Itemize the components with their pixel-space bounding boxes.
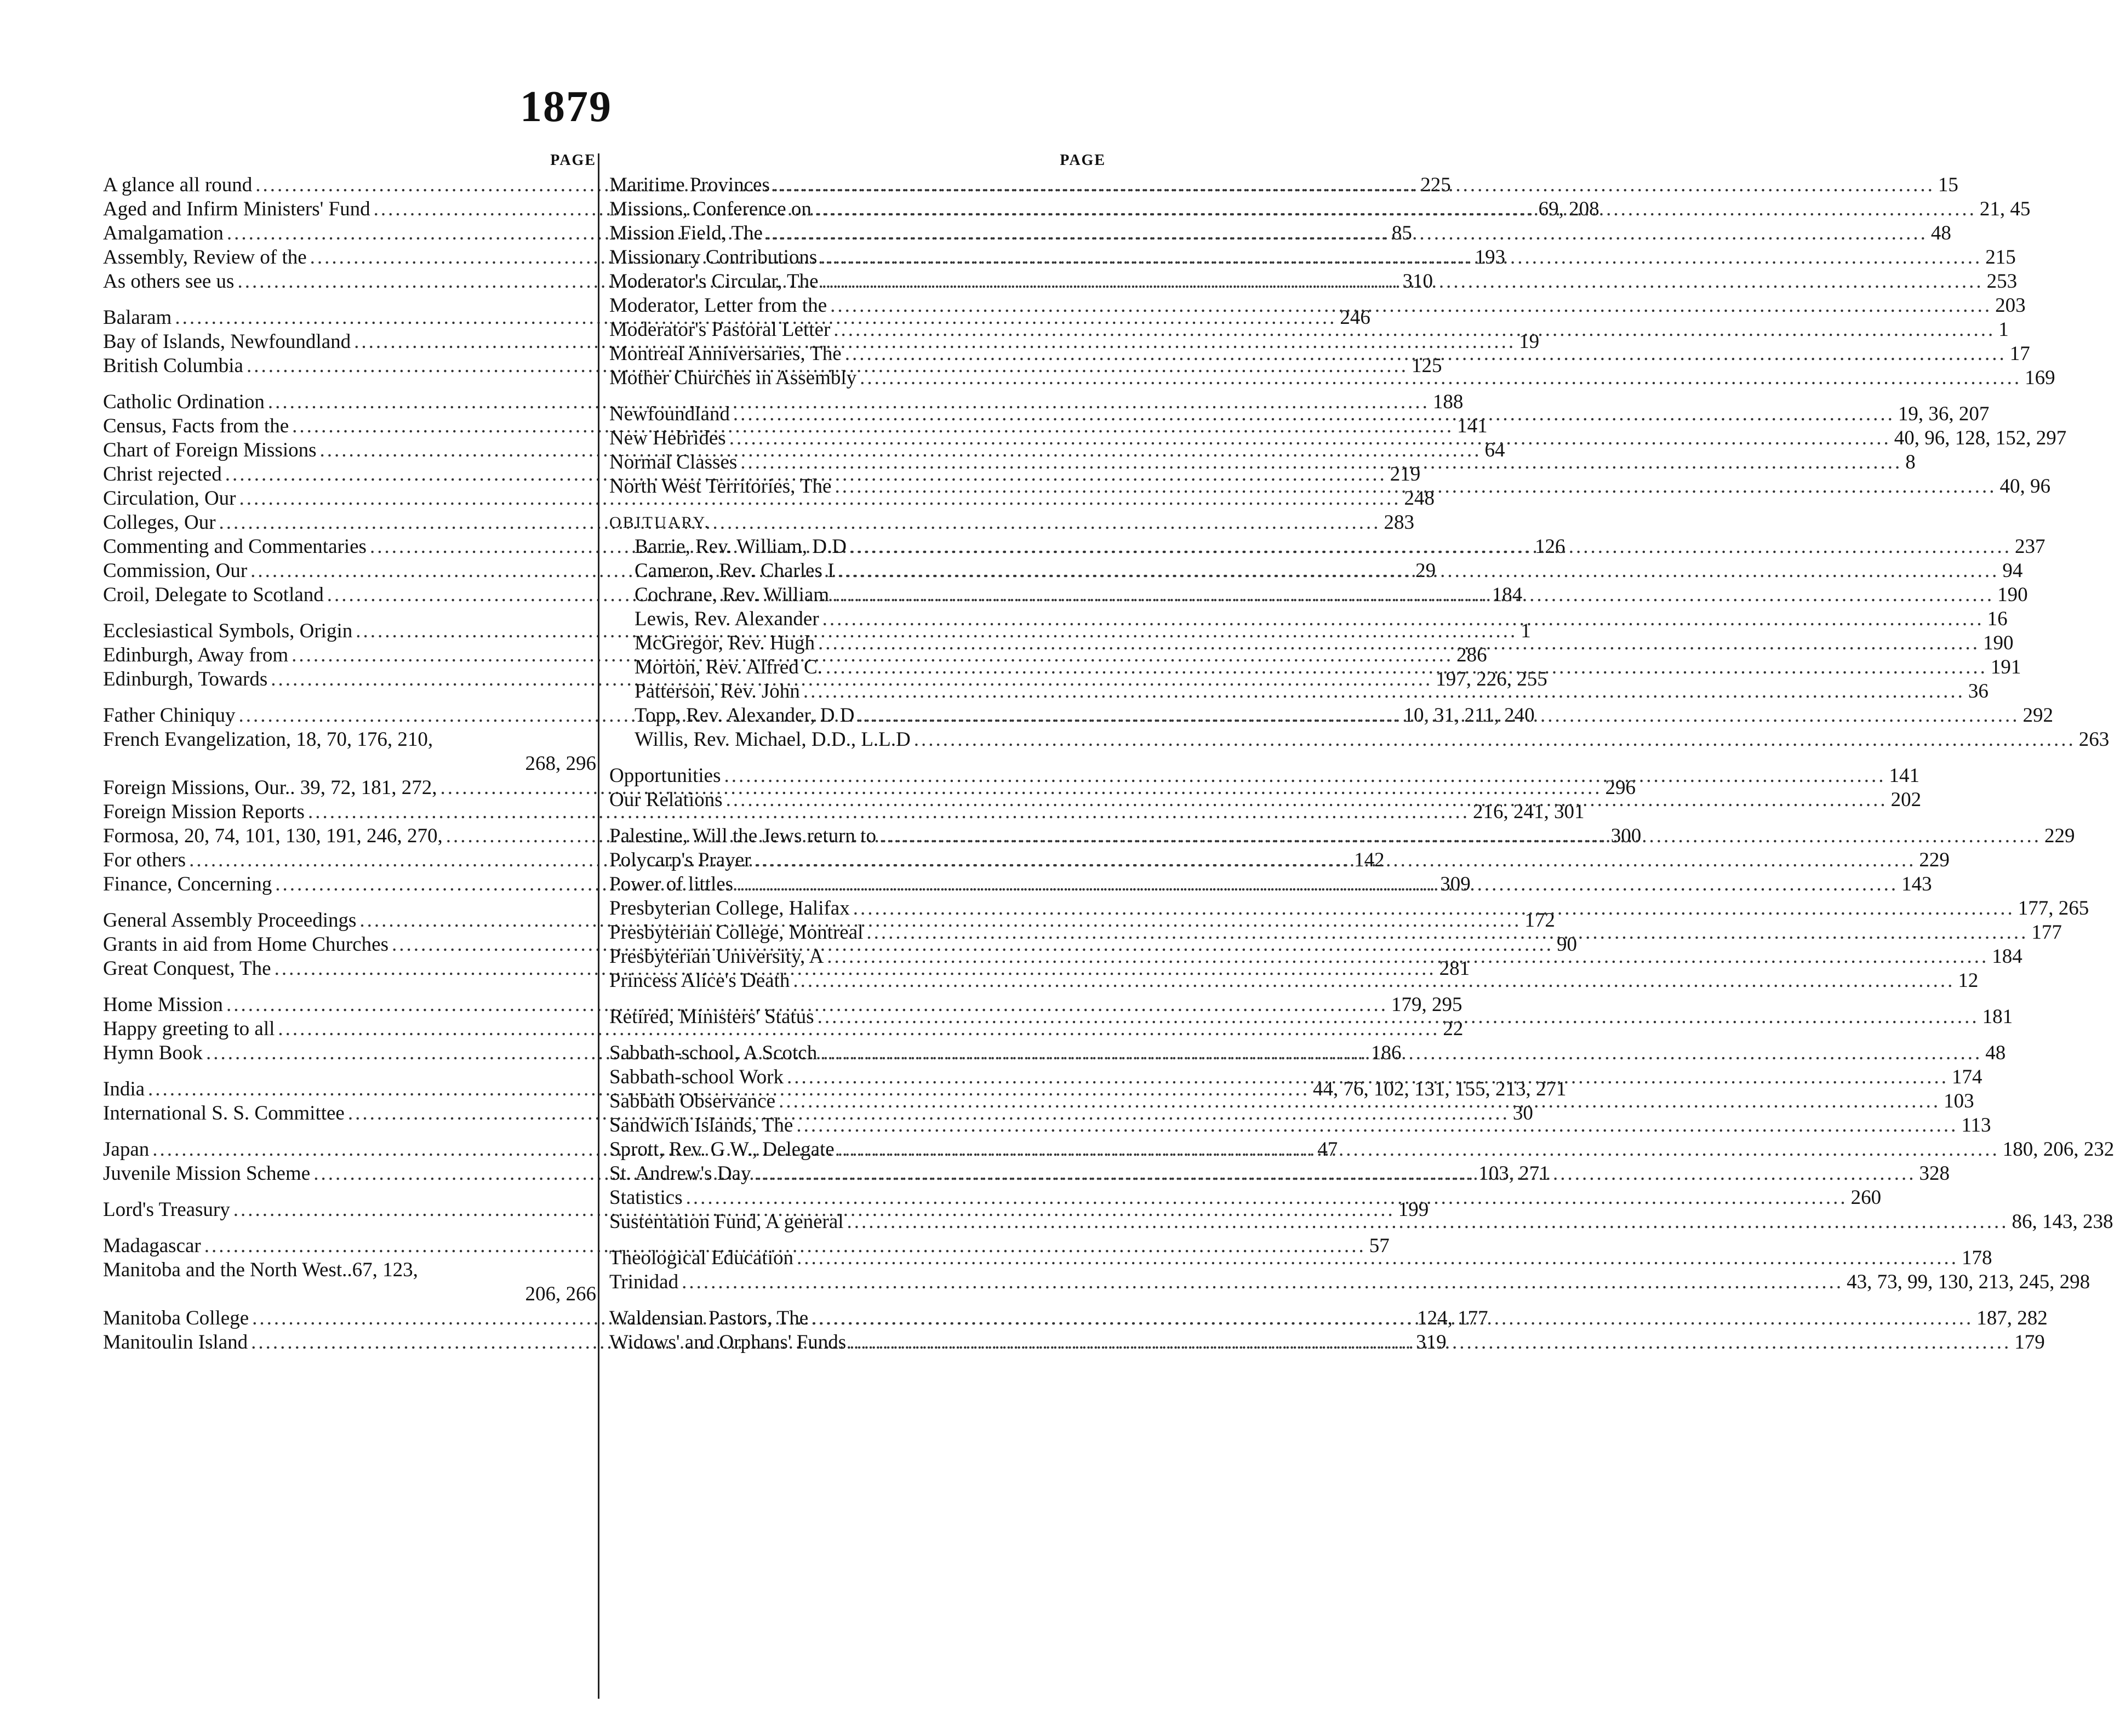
- entry-title: Assembly, Review of the: [103, 246, 307, 269]
- dot-leader: [820, 245, 1982, 270]
- entry-pages: 103, 271: [1478, 1162, 1550, 1185]
- entry-pages: 90: [1556, 933, 1577, 956]
- entry-pages: 281: [1439, 957, 1470, 980]
- entry-pages: 300: [1610, 825, 1642, 847]
- index-entry: [103, 487, 1435, 511]
- entry-title: Chart of Foreign Missions: [103, 439, 317, 461]
- entry-pages: 64: [1484, 439, 1505, 461]
- entry-title: Presbyterian College, Montreal: [609, 921, 864, 944]
- entry-pages: 309: [1440, 873, 1471, 895]
- entry-title: Manitoba and the North West..67, 123,: [103, 1259, 418, 1281]
- entry-pages: 229: [2044, 825, 2075, 847]
- entry-pages: 202: [1890, 789, 1922, 811]
- dot-leader: [853, 896, 2015, 921]
- section-gap: [103, 981, 596, 993]
- entry-title: Juvenile Mission Scheme: [103, 1162, 311, 1185]
- entry-title: Retired, Ministers' Status: [609, 1006, 814, 1028]
- entry-pages: 177: [2031, 921, 2062, 944]
- index-entry: [103, 728, 596, 752]
- entry-pages-continued: 268, 296: [525, 752, 596, 775]
- entry-title: Topp, Rev. Alexander, D D: [635, 704, 855, 727]
- entry-title: Balaram: [103, 306, 172, 329]
- entry-title: Waldensian Pastors, The: [609, 1307, 809, 1329]
- page-column-heading: PAGE: [1060, 152, 1106, 169]
- dot-leader: [818, 631, 1980, 655]
- entry-title: Statistics: [609, 1186, 683, 1209]
- entry-title: Home Mission: [103, 993, 223, 1016]
- entry-title: Foreign Mission Reports: [103, 801, 305, 823]
- entry-title: Grants in aid from Home Churches: [103, 933, 388, 956]
- section-gap: [103, 378, 596, 390]
- entry-pages: 179, 295: [1391, 993, 1462, 1016]
- entry-title: Hymn Book: [103, 1042, 203, 1064]
- dot-leader: [879, 824, 2041, 848]
- entry-title: India: [103, 1078, 145, 1100]
- dot-leader: [822, 607, 1984, 631]
- entry-title: Sustentation Fund, A general: [609, 1210, 844, 1233]
- dot-leader: [754, 848, 1916, 872]
- entry-title: Formosa, 20, 74, 101, 130, 191, 246, 270,: [103, 825, 443, 847]
- entry-pages: 203: [1995, 294, 2026, 317]
- entry-pages: 260: [1850, 1186, 1882, 1209]
- entry-pages: 319: [1416, 1331, 1447, 1354]
- entry-pages: 177, 265: [2018, 897, 2089, 920]
- entry-title: Mission Field, The: [609, 222, 763, 244]
- dot-leader: [830, 294, 1992, 318]
- section-gap: [609, 1234, 1106, 1246]
- entry-pages: 143: [1901, 873, 1932, 895]
- dot-leader: [736, 872, 1898, 896]
- entry-pages: 199: [1398, 1198, 1429, 1221]
- entry-title: Circulation, Our: [103, 487, 236, 510]
- entry-pages: 29: [1415, 559, 1436, 582]
- entry-pages: 15: [1938, 174, 1958, 196]
- entry-pages: 19, 36, 207: [1898, 403, 1990, 425]
- column-divider: [598, 153, 599, 1699]
- entry-pages: 1: [1998, 318, 2009, 341]
- entry-pages: 237: [2014, 535, 2046, 558]
- dot-leader: [914, 728, 2076, 752]
- entry-pages: 169: [2025, 367, 2055, 389]
- entry-pages: 40, 96: [1999, 475, 2050, 498]
- entry-title: Patterson, Rev. John: [635, 680, 800, 703]
- entry-pages: 283: [1384, 511, 1415, 534]
- dot-leader: [850, 535, 2012, 559]
- entry-title: Presbyterian College, Halifax: [609, 897, 850, 920]
- entry-title: General Assembly Proceedings: [103, 909, 357, 932]
- entry-pages: 191: [1990, 656, 2021, 678]
- entry-pages: 103: [1944, 1090, 1974, 1112]
- entry-pages: 141: [1457, 415, 1488, 437]
- entry-pages: 197, 226, 255: [1436, 668, 1547, 690]
- section-gap: [103, 1222, 596, 1234]
- entry-title: Great Conquest, The: [103, 957, 271, 980]
- entry-pages: 328: [1919, 1162, 1950, 1185]
- entry-pages: 172: [1524, 909, 1555, 932]
- entry-title: Morton, Rev. Alfred C.: [635, 656, 822, 678]
- entry-pages: 263: [2078, 728, 2110, 751]
- entry-pages: 310: [1402, 270, 1433, 293]
- entry-pages: 296: [1605, 776, 1636, 799]
- entry-title: Manitoulin Island: [103, 1331, 248, 1354]
- section-gap: [103, 896, 596, 909]
- index-entry: [609, 1270, 2090, 1294]
- dot-leader: [793, 969, 1955, 993]
- entry-title: Ecclesiastical Symbols, Origin: [103, 620, 353, 642]
- entry-title: Newfoundland: [609, 403, 730, 425]
- entry-title: Bay of Islands, Newfoundland: [103, 330, 351, 353]
- entry-pages: 47: [1317, 1138, 1338, 1161]
- dot-leader: [754, 1162, 1916, 1186]
- section-heading: OBITUARY.: [609, 513, 710, 532]
- entry-pages: 181: [1982, 1006, 2013, 1028]
- dot-leader: [787, 1065, 1949, 1089]
- entry-pages: 69, 208: [1538, 198, 1599, 220]
- entry-title: Commission, Our: [103, 559, 248, 582]
- entry-title: Trinidad: [609, 1271, 679, 1293]
- entry-title: Palestine, Will the Jews return to: [609, 825, 876, 847]
- dot-leader: [803, 679, 1965, 704]
- entry-pages: 178: [1961, 1247, 1992, 1269]
- entry-pages: 180, 206, 232: [2002, 1138, 2114, 1161]
- entry-pages: 225: [1420, 174, 1451, 196]
- entry-title: Our Relations: [609, 789, 723, 811]
- section-gap: [609, 1029, 1106, 1041]
- entry-title: Lord's Treasury: [103, 1198, 230, 1221]
- entry-title: Willis, Rev. Michael, D.D., L.L.D: [635, 728, 911, 751]
- entry-title: Maritime Provinces: [609, 174, 770, 196]
- entry-title: New Hebrides: [609, 427, 726, 449]
- entry-pages-continued: 206, 266: [525, 1283, 596, 1305]
- dot-leader: [766, 221, 1928, 245]
- entry-pages: 10, 31, 211, 240: [1403, 704, 1535, 727]
- entry-pages: 216, 241, 301: [1472, 801, 1585, 823]
- entry-title: Aged and Infirm Ministers' Fund: [103, 198, 370, 220]
- dot-leader: [729, 426, 1891, 450]
- index-entry: [609, 607, 2008, 631]
- dot-leader: [833, 318, 1995, 342]
- dot-leader: [812, 1306, 1973, 1330]
- entry-pages: 48: [1985, 1042, 2006, 1064]
- dot-leader: [818, 1005, 1979, 1029]
- entry-pages: 292: [2022, 704, 2053, 727]
- entry-pages: 179: [2014, 1331, 2045, 1354]
- section-gap: [103, 1126, 596, 1138]
- dot-leader: [682, 1270, 1843, 1294]
- dot-leader: [832, 583, 1994, 607]
- dot-leader: [860, 366, 2021, 390]
- entry-title: Cameron, Rev. Charles I: [635, 559, 835, 582]
- section-gap: [609, 812, 1106, 824]
- entry-title: McGregor, Rev. Hugh: [635, 632, 815, 654]
- entry-pages: 16: [1987, 608, 2008, 630]
- dot-leader: [837, 559, 1999, 583]
- section-gap: [103, 1186, 596, 1198]
- entry-title: Sprott, Rev. G W., Delegate: [609, 1138, 835, 1161]
- entry-pages: 57: [1369, 1235, 1390, 1257]
- entry-pages: 1: [1521, 620, 1531, 642]
- entry-title: Normal Classes: [609, 451, 738, 473]
- entry-title: Opportunities: [609, 764, 721, 787]
- entry-title: Edinburgh, Away from: [103, 644, 289, 666]
- entry-pages: 19: [1519, 330, 1540, 353]
- entry-title: Sabbath-school Work: [609, 1066, 784, 1088]
- entry-title: Colleges, Our: [103, 511, 216, 534]
- dot-leader: [815, 197, 1976, 221]
- entry-title: Missionary Contributions: [609, 246, 818, 269]
- dot-leader: [822, 270, 1984, 294]
- entry-title: Amalgamation: [103, 222, 224, 244]
- entry-title: Christ rejected: [103, 463, 222, 486]
- dot-leader: [779, 1089, 1940, 1113]
- entry-title: Japan: [103, 1138, 150, 1161]
- section-gap: [103, 1065, 596, 1077]
- entry-pages: 44, 76, 102, 131, 155, 213, 271: [1313, 1078, 1567, 1100]
- entry-pages: 43, 73, 99, 130, 213, 245, 298: [1847, 1271, 2090, 1293]
- entry-pages: 248: [1404, 487, 1435, 510]
- dot-leader: [866, 921, 2028, 945]
- entry-pages: 86, 143, 238: [2012, 1210, 2113, 1233]
- entry-pages: 8: [1905, 451, 1916, 473]
- entry-title: Moderator's Pastoral Letter: [609, 318, 831, 341]
- entry-title: Census, Facts from the: [103, 415, 289, 437]
- entry-title: As others see us: [103, 270, 235, 293]
- entry-pages: 253: [1986, 270, 2018, 293]
- entry-pages: 22: [1443, 1018, 1464, 1040]
- section-gap: [103, 692, 596, 704]
- dot-leader: [849, 1330, 2011, 1355]
- entry-title: Barrie, Rev. William, D.D: [635, 535, 847, 558]
- dot-leader: [773, 173, 1935, 197]
- section-gap: [103, 294, 596, 306]
- entry-title: Lewis, Rev. Alexander: [635, 608, 819, 630]
- dot-leader: [858, 704, 2019, 728]
- entry-pages: 141: [1889, 764, 1919, 787]
- entry-pages: 219: [1390, 463, 1421, 486]
- entry-pages: 125: [1411, 355, 1442, 377]
- entry-pages: 190: [1983, 632, 2014, 654]
- entry-pages: 190: [1997, 584, 2028, 606]
- entry-pages: 21, 45: [1979, 198, 2031, 220]
- entry-pages: 193: [1475, 246, 1506, 269]
- entry-pages: 187, 282: [1976, 1307, 2048, 1329]
- entry-pages: 17: [2009, 342, 2030, 365]
- entry-title: Croil, Delegate to Scotland: [103, 584, 324, 606]
- entry-title: Moderator, Letter from the: [609, 294, 827, 317]
- dot-leader: [826, 655, 1987, 679]
- entry-title: Catholic Ordination: [103, 391, 265, 413]
- entry-title: Widows' and Orphans' Funds: [609, 1331, 847, 1354]
- dot-leader: [726, 788, 1888, 812]
- entry-pages: 184: [1992, 945, 2022, 968]
- dot-leader: [796, 1113, 1958, 1138]
- page-year-title: 1879: [520, 83, 612, 131]
- entry-title: Sandwich Islands, The: [609, 1114, 793, 1137]
- entry-title: Sabbath Observance: [609, 1090, 776, 1112]
- entry-pages: 246: [1340, 306, 1370, 329]
- entry-title: Finance, Concerning: [103, 873, 272, 895]
- dot-leader: [724, 764, 1886, 788]
- entry-pages: 48: [1930, 222, 1951, 244]
- entry-title: Father Chiniquy: [103, 704, 236, 727]
- entry-pages: 113: [1961, 1114, 1991, 1137]
- index-entry: [103, 1258, 596, 1282]
- entry-pages: 85: [1391, 222, 1412, 244]
- entry-title: Missions, Conference on: [609, 198, 812, 220]
- dot-leader: [847, 1210, 2009, 1234]
- entry-title: Sabbath-school, A Scotch: [609, 1042, 818, 1064]
- page-column-heading: PAGE: [550, 152, 596, 169]
- entry-pages: 126: [1534, 535, 1565, 558]
- entry-pages: 215: [1985, 246, 2016, 269]
- entry-title: Foreign Missions, Our.. 39, 72, 181, 272,: [103, 776, 437, 799]
- entry-pages: 36: [1968, 680, 1989, 703]
- entry-title: A glance all round: [103, 174, 253, 196]
- entry-title: Polycarp's Prayer: [609, 849, 751, 871]
- index-entry: [609, 728, 2110, 752]
- entry-title: Commenting and Commentaries: [103, 535, 367, 558]
- entry-pages: 40, 96, 128, 152, 297: [1894, 427, 2067, 449]
- dot-leader: [845, 342, 2007, 366]
- entry-title: Cochrane, Rev. William: [635, 584, 830, 606]
- index-entry: [609, 1210, 2113, 1234]
- dot-leader: [686, 1186, 1848, 1210]
- section-gap: [609, 993, 1106, 1005]
- dot-leader: [740, 450, 1902, 475]
- entry-title: British Columbia: [103, 355, 243, 377]
- entry-title: Theological Education: [609, 1247, 793, 1269]
- dot-leader: [838, 1138, 1999, 1162]
- entry-pages: 186: [1370, 1042, 1402, 1064]
- dot-leader: [820, 1041, 1982, 1065]
- entry-title: Happy greeting to all: [103, 1018, 275, 1040]
- entry-title: North West Territories, The: [609, 475, 832, 498]
- entry-pages: 124, 177: [1417, 1307, 1488, 1329]
- entry-title: Manitoba College: [103, 1307, 249, 1329]
- entry-pages: 229: [1919, 849, 1950, 871]
- entry-pages: 174: [1952, 1066, 1982, 1088]
- section-gap: [609, 1294, 1106, 1306]
- entry-pages: 142: [1354, 849, 1385, 871]
- entry-pages: 94: [2002, 559, 2023, 582]
- entry-title: Presbyterian University, A: [609, 945, 824, 968]
- section-gap: [609, 390, 1106, 402]
- entry-pages: 30: [1512, 1102, 1533, 1124]
- entry-pages: 286: [1456, 644, 1487, 666]
- dot-leader: [733, 402, 1895, 426]
- dot-leader: [835, 475, 1996, 499]
- entry-pages: 12: [1958, 969, 1979, 992]
- section-gap: [609, 499, 1106, 511]
- entry-title: Madagascar: [103, 1235, 201, 1257]
- entry-title: Princess Alice's Death: [609, 969, 790, 992]
- entry-title: For others: [103, 849, 186, 871]
- section-gap: [609, 752, 1106, 764]
- dot-leader: [797, 1246, 1958, 1270]
- entry-title: Mother Churches in Assembly: [609, 367, 857, 389]
- entry-pages: 184: [1492, 584, 1523, 606]
- entry-title: French Evangelization, 18, 70, 176, 210,: [103, 728, 433, 751]
- section-gap: [103, 607, 596, 619]
- entry-title: St. Andrew's Day: [609, 1162, 751, 1185]
- dot-leader: [827, 945, 1989, 969]
- entry-title: Power of littles: [609, 873, 734, 895]
- entry-title: Moderator's Circular, The: [609, 270, 819, 293]
- entry-pages: 188: [1432, 391, 1464, 413]
- entry-title: Edinburgh, Towards: [103, 668, 268, 690]
- index-entry: [609, 969, 1979, 993]
- entry-title: Montreal Anniversaries, The: [609, 342, 842, 365]
- entry-title: International S. S. Committee: [103, 1102, 345, 1124]
